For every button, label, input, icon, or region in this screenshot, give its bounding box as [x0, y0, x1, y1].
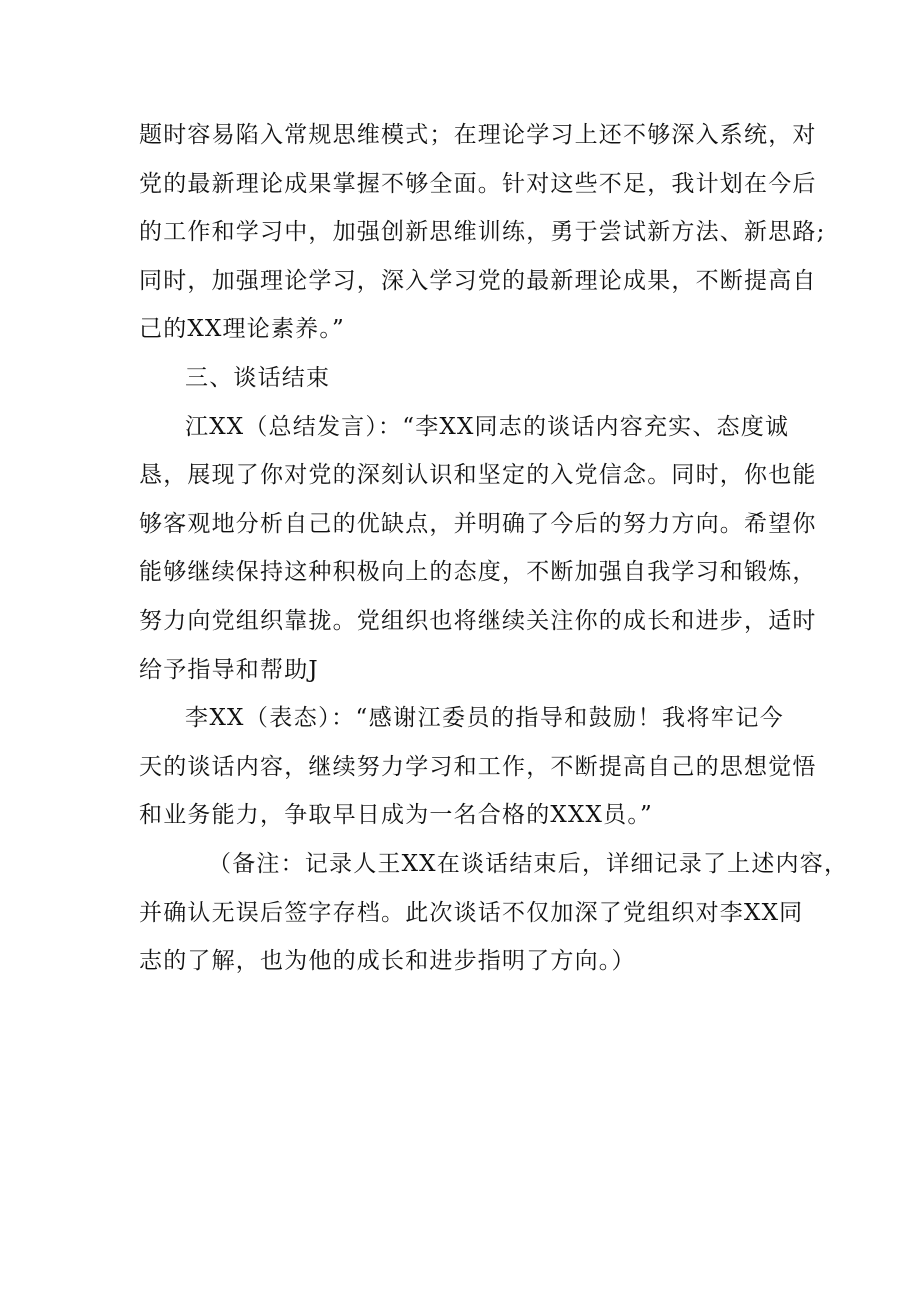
paragraph-line: 够客观地分析自己的优缺点，并明确了今后的努力方向。希望你	[139, 510, 817, 537]
note-line: （备注：记录人王XX在谈话结束后，详细记录了上述内容，	[208, 850, 849, 877]
note-line: 志的了解，也为他的成长和进步指明了方向。）	[139, 948, 636, 975]
note-line: 并确认无误后签字存档。此次谈话不仅加深了党组织对李XX同	[139, 899, 804, 926]
paragraph-line: 和业务能力，争取早日成为一名合格的XXX员。”	[139, 802, 653, 829]
paragraph-line: 能够继续保持这种积极向上的态度，不断加强自我学习和锻炼，	[139, 559, 817, 586]
paragraph-line: 恳，展现了你对党的深刻认识和坚定的入党信念。同时，你也能	[139, 462, 817, 489]
paragraph-line: 题时容易陷入常规思维模式；在理论学习上还不够深入系统，对	[139, 122, 817, 148]
section-heading: 三、谈话结束	[185, 364, 331, 391]
paragraph-line: 同时，加强理论学习，深入学习党的最新理论成果，不断提高自	[139, 267, 817, 294]
paragraph-line: 己的XX理论素养。”	[139, 316, 346, 343]
paragraph-line: 李XX（表态）：“感谢江委员的指导和鼓励！我将牢记今	[185, 705, 784, 732]
paragraph-line: 的工作和学习中，加强创新思维训练，勇于尝试新方法、新思路;	[139, 219, 826, 246]
paragraph-line: 江XX（总结发言）：“李XX同志的谈话内容充实、态度诚	[185, 413, 790, 440]
paragraph-line: 给予指导和帮助J	[139, 656, 319, 683]
paragraph-line: 天的谈话内容，继续努力学习和工作，不断提高自己的思想觉悟	[139, 753, 817, 780]
paragraph-line: 努力向党组织靠拢。党组织也将继续关注你的成长和进步，适时	[139, 607, 817, 634]
document-body	[139, 111, 849, 986]
paragraph-line: 党的最新理论成果掌握不够全面。针对这些不足，我计划在今后	[139, 170, 817, 197]
